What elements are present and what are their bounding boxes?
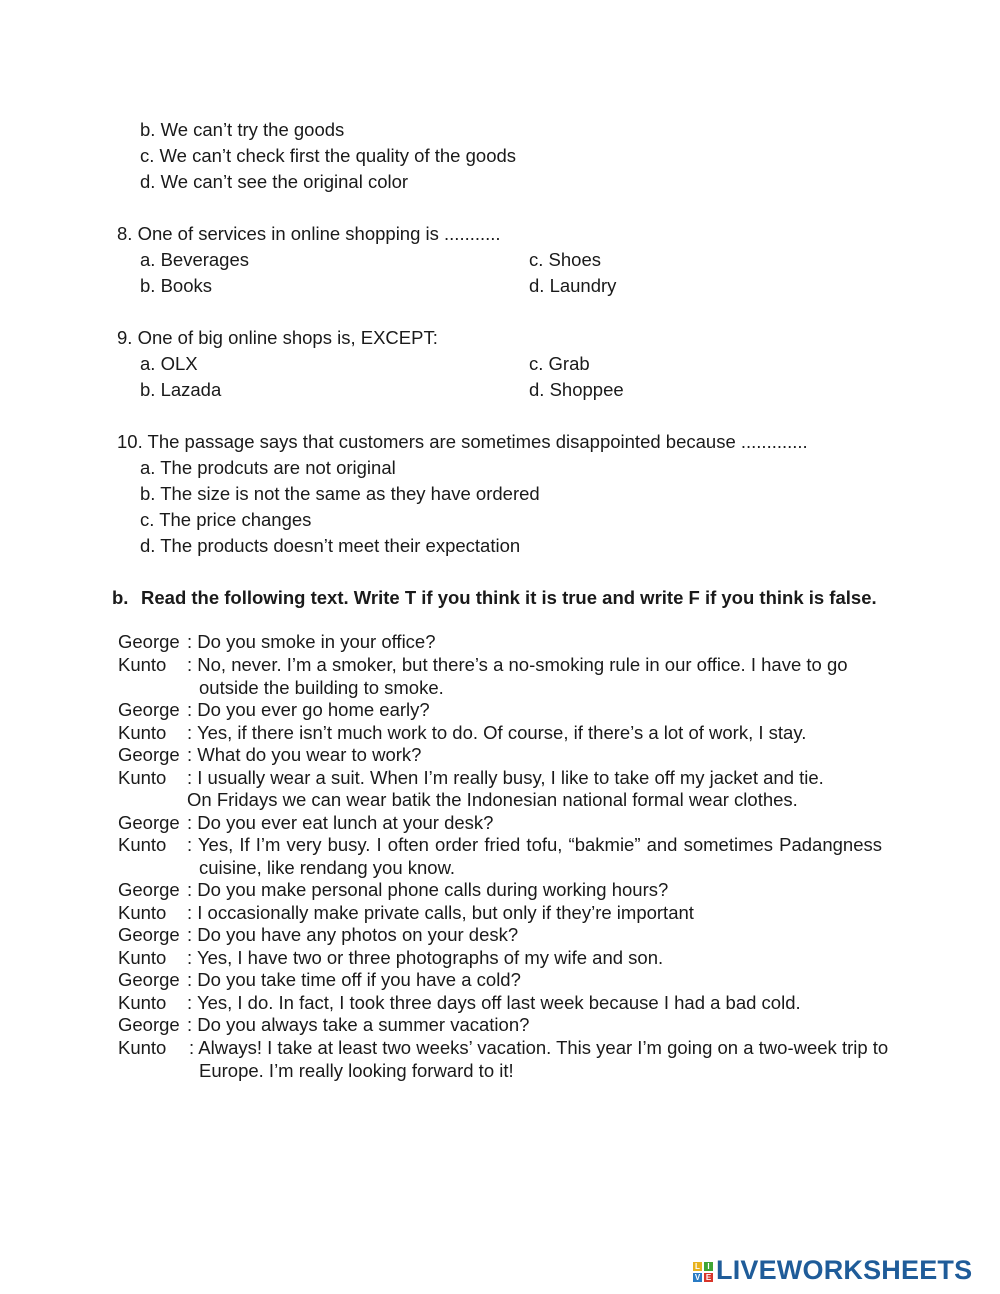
speaker-kunto: Kunto (118, 834, 167, 855)
logo-letter-l: L (693, 1262, 702, 1271)
dialogue-line: : Yes, if there isn’t much work to do. Of course, if there’s a lot of work, I stay. (187, 722, 807, 743)
q9-option-a: a. OLX (140, 353, 198, 374)
q7-option-c: c. We can’t check first the quality of the goods (140, 145, 517, 166)
dialogue-line: : Do you ever eat lunch at your desk? (187, 812, 494, 833)
q9-option-c: c. Grab (529, 353, 590, 374)
q8-option-a: a. Beverages (140, 249, 250, 270)
logo-letter-v: V (694, 1273, 701, 1282)
dialogue-line: : Yes, If I’m very busy. I often order fried tofu, “bakmie” and sometimes Padangness cuisine, like rendang you know. (187, 834, 882, 878)
speaker-kunto: Kunto (118, 722, 167, 743)
dialogue-line: : No, never. I’m a smoker, but there’s a no-smoking rule in our office. I have to go outside the building to smoke. (187, 654, 848, 698)
q10-option-c: c. The price changes (140, 509, 312, 530)
dialogue-line: : Yes, I have two or three photographs of my wife and son. (187, 947, 664, 968)
dialogue-line: : I occasionally make private calls, but only if they’re important (187, 902, 694, 923)
dialogue-line: : Do you always take a summer vacation? (187, 1014, 530, 1035)
dialogue-line: : Yes, I do. In fact, I took three days off last week because I had a bad cold. (187, 992, 801, 1013)
logo-letter-e: E (705, 1273, 712, 1282)
speaker-kunto: Kunto (118, 992, 167, 1013)
speaker-george: George (118, 969, 180, 990)
speaker-kunto: Kunto (118, 767, 167, 788)
speaker-george: George (118, 879, 180, 900)
q8-question: 8. One of services in online shopping is ........... (117, 223, 501, 244)
q10-option-a: a. The prodcuts are not original (140, 457, 396, 478)
dialogue-line: : Do you take time off if you have a cold? (187, 969, 521, 990)
speaker-kunto: Kunto (118, 947, 167, 968)
speaker-kunto: Kunto (118, 902, 167, 923)
q8-option-d: d. Laundry (529, 275, 617, 296)
dialogue-line: : Do you ever go home early? (187, 699, 430, 720)
logo-letter-i: I (704, 1262, 713, 1271)
q9-question: 9. One of big online shops is, EXCEPT: (117, 327, 438, 348)
speaker-george: George (118, 924, 180, 945)
liveworksheets-logo (693, 1255, 972, 1285)
dialogue-line: : Do you have any photos on your desk? (187, 924, 519, 945)
speaker-george: George (118, 631, 180, 652)
q7-option-d: d. We can’t see the original color (140, 171, 409, 192)
q8-option-b: b. Books (140, 275, 212, 296)
q10-question: 10. The passage says that customers are sometimes disappointed because ............. (117, 431, 808, 452)
section-b-instruction: Read the following text. Write T if you think it is true and write F if you think is false. (141, 587, 877, 608)
q9-option-d: d. Shoppee (529, 379, 624, 400)
speaker-kunto: Kunto (118, 1037, 167, 1058)
dialogue-line-continuation: On Fridays we can wear batik the Indonesian national formal wear clothes. (187, 789, 798, 810)
logo-mark-icon (693, 1262, 713, 1282)
q10-option-d: d. The products doesn’t meet their expectation (140, 535, 521, 556)
dialogue-line: : Always! I take at least two weeks’ vacation. This year I’m going on a two-week trip to Europe. I’m really looking forward to it! (189, 1037, 889, 1081)
speaker-george: George (118, 812, 180, 833)
q7-option-b: b. We can’t try the goods (140, 119, 345, 140)
q8-option-c: c. Shoes (529, 249, 601, 270)
dialogue-line: : What do you wear to work? (187, 744, 422, 765)
dialogue-line: : Do you smoke in your office? (187, 631, 436, 652)
speaker-kunto: Kunto (118, 654, 167, 675)
dialogue-line: : I usually wear a suit. When I’m really busy, I like to take off my jacket and tie. (187, 767, 824, 788)
speaker-george: George (118, 699, 180, 720)
section-b-label: b. (112, 587, 129, 608)
logo-text: LIVEWORKSHEETS (716, 1254, 973, 1285)
dialogue-line: : Do you make personal phone calls during working hours? (187, 879, 669, 900)
q10-option-b: b. The size is not the same as they have ordered (140, 483, 540, 504)
speaker-george: George (118, 1014, 180, 1035)
q9-option-b: b. Lazada (140, 379, 222, 400)
speaker-george: George (118, 744, 180, 765)
